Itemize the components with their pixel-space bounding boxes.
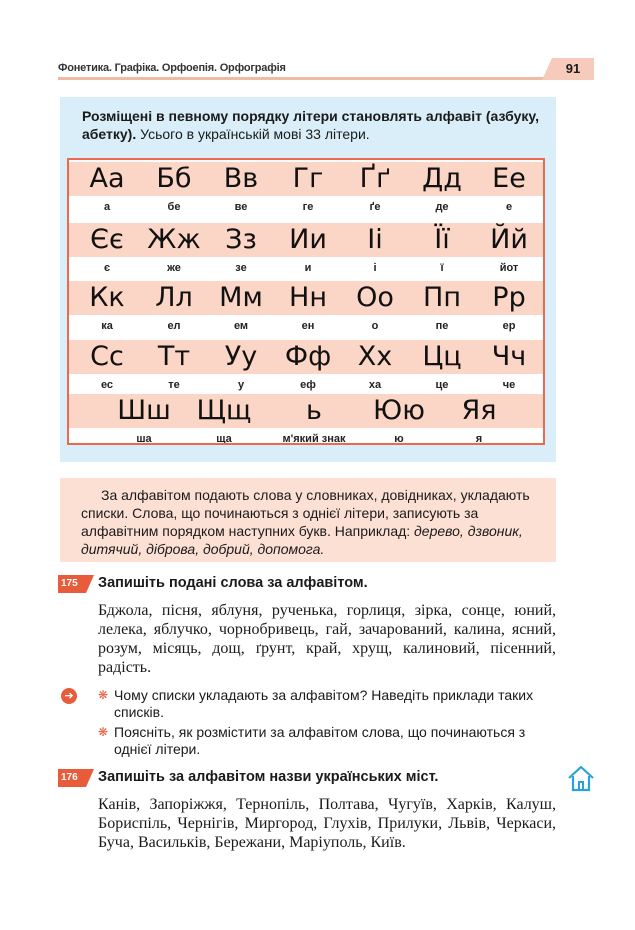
rule-example: дерево, дзвоник, дитячий, діброва, добрий, допомога. [81, 523, 523, 557]
letter-name: ща [216, 433, 232, 445]
letter-glyph: Ии [289, 224, 327, 255]
letter-glyph: Рр [492, 282, 526, 313]
letter-cell [206, 340, 276, 392]
letter-name: це [435, 379, 449, 391]
letter-name: ге [302, 201, 314, 213]
letter-glyph: Юю [373, 395, 425, 426]
letter-glyph: Бб [156, 163, 192, 194]
letter-glyph: Шш [117, 395, 171, 426]
letter-cell [407, 340, 477, 392]
letter-name: ша [136, 433, 152, 445]
letter-cell [474, 281, 544, 333]
letter-name: пе [435, 320, 449, 332]
letter-glyph: Пп [423, 282, 461, 313]
page-header [58, 58, 594, 80]
letter-name: ем [233, 320, 249, 332]
letter-cell [407, 281, 477, 333]
letter-cell [139, 223, 209, 275]
letter-name: ес [100, 379, 114, 391]
letter-cell [364, 394, 434, 445]
rule-text [81, 486, 543, 558]
alphabet-table [67, 158, 545, 445]
letter-name: ен [301, 320, 315, 332]
letter-name: йот [499, 262, 519, 274]
letter-name: ве [234, 201, 248, 213]
task-176-body: Канів, Запоріжжя, Тернопіль, Полтава, Чугуїв, Харків, Калуш, Бориспіль, Чернігів, Миргород, Глухів, Прилуки, Львів, Черкаси, Буча, Васильків, Бережани, Маріуполь, Київ. [98, 796, 556, 851]
letter-name: зе [235, 262, 247, 274]
letter-name: еф [300, 379, 316, 391]
letter-name: о [371, 320, 379, 332]
letter-glyph: Зз [225, 224, 257, 255]
section-title: Фонетика. Графіка. Орфоепія. Орфографія [58, 62, 286, 74]
letter-glyph: Жж [147, 224, 201, 255]
letter-cell [206, 162, 276, 214]
letter-name: же [167, 262, 181, 274]
letter-glyph: Лл [155, 282, 193, 313]
letter-cell [206, 223, 276, 275]
asterisk-icon: ❋ [98, 688, 109, 702]
alphabet-row [69, 394, 543, 445]
letter-cell [109, 394, 179, 445]
task-175-number: 175 [58, 575, 86, 593]
intro-bold: Розміщені в певному порядку літери становлять алфавіт (азбуку, абетку). [82, 108, 539, 142]
letter-cell [340, 281, 410, 333]
letter-glyph: ь [306, 395, 322, 426]
letter-glyph: Кк [89, 282, 125, 313]
letter-cell [474, 340, 544, 392]
arrow-icon [61, 688, 77, 704]
alphabet-row [69, 162, 543, 217]
letter-glyph: Тт [157, 341, 191, 372]
task-175-title: Запишіть подані слова за алфавітом. [98, 575, 368, 591]
letter-cell [273, 281, 343, 333]
letter-name: ка [101, 320, 113, 332]
rule-box [60, 478, 556, 562]
question-1 [98, 687, 556, 721]
letter-name: те [168, 379, 180, 391]
alphabet-box [60, 97, 556, 462]
letter-glyph: Гг [292, 163, 324, 194]
intro-rest: Усього в українській мові 33 літери. [136, 126, 370, 142]
letter-name: е [505, 201, 513, 213]
letter-cell [72, 281, 142, 333]
letter-cell [340, 340, 410, 392]
letter-name: і [373, 262, 377, 274]
letter-cell [72, 340, 142, 392]
letter-name: ер [502, 320, 516, 332]
letter-glyph: Сс [90, 341, 124, 372]
letter-cell [139, 340, 209, 392]
letter-glyph: Вв [223, 163, 259, 194]
letter-cell [474, 223, 544, 275]
letter-name: а [103, 201, 111, 213]
alphabet-row [69, 281, 543, 336]
alphabet-row [69, 340, 543, 395]
letter-cell [273, 340, 343, 392]
letter-cell [273, 223, 343, 275]
letter-name: де [435, 201, 449, 213]
letter-cell [407, 162, 477, 214]
letter-glyph: Мм [219, 282, 263, 313]
letter-cell [273, 162, 343, 214]
alphabet-intro [82, 107, 546, 143]
letter-cell [139, 281, 209, 333]
letter-glyph: Чч [491, 341, 527, 372]
letter-glyph: Хх [357, 341, 393, 372]
letter-glyph: Йй [490, 224, 528, 255]
letter-name: м'який знак [282, 433, 346, 445]
letter-cell [269, 394, 359, 445]
letter-glyph: Ґґ [359, 163, 391, 194]
letter-name: є [103, 262, 111, 274]
letter-name: у [237, 379, 245, 391]
letter-glyph: Нн [289, 282, 327, 313]
letter-glyph: Аа [89, 163, 125, 194]
letter-name: ґе [369, 201, 381, 213]
letter-name: ю [394, 433, 404, 445]
letter-glyph: Ее [492, 163, 526, 194]
letter-glyph: Єє [90, 224, 124, 255]
letter-name: ї [440, 262, 444, 274]
task-175-body: Бджола, пісня, яблуня, рученька, горлиця, зірка, сонце, юний, лелека, яблучко, чорнобривець, гай, зачарований, калина, ясний, розум, місяць, дощ, ґрунт, край, хрущ, калиновий, пісенний, радість. [98, 602, 556, 676]
home-icon[interactable] [566, 763, 596, 793]
question-1-text: Чому списки укладають за алфавітом? Наведіть приклади таких списків. [114, 687, 534, 720]
letter-glyph: Цц [422, 341, 462, 372]
letter-glyph: Оо [356, 282, 394, 313]
letter-glyph: Уу [224, 341, 258, 372]
alphabet-row [69, 223, 543, 278]
question-2 [98, 724, 556, 758]
letter-cell [206, 281, 276, 333]
letter-cell [139, 162, 209, 214]
letter-glyph: Іі [367, 224, 383, 255]
letter-cell [474, 162, 544, 214]
letter-glyph: Щщ [196, 395, 252, 426]
letter-glyph: Яя [461, 395, 497, 426]
letter-glyph: Фф [284, 341, 332, 372]
letter-cell [72, 162, 142, 214]
letter-name: бе [167, 201, 181, 213]
letter-name: че [502, 379, 516, 391]
letter-name: ха [368, 379, 382, 391]
rule-main: За алфавітом подають слова у словниках, довідниках, укладають списки. Слова, що починаються з однієї літери, записують за алфавітним порядком наступних букв. Наприклад: [81, 487, 530, 539]
letter-cell [72, 223, 142, 275]
letter-name: я [475, 433, 483, 445]
letter-name: и [304, 262, 312, 274]
letter-name: ел [167, 320, 181, 332]
task-176-number: 176 [58, 769, 86, 787]
task-176-title: Запишіть за алфавітом назви українських міст. [98, 769, 439, 785]
letter-glyph: Її [434, 224, 450, 255]
letter-cell [189, 394, 259, 445]
page-number: 91 [552, 58, 594, 80]
letter-cell [340, 223, 410, 275]
letter-cell [444, 394, 514, 445]
question-2-text: Поясніть, як розмістити за алфавітом слова, що починаються з однієї літери. [114, 724, 526, 757]
letter-cell [340, 162, 410, 214]
letter-glyph: Дд [422, 163, 462, 194]
header-rule [58, 77, 594, 80]
asterisk-icon: ❋ [98, 725, 109, 739]
letter-cell [407, 223, 477, 275]
